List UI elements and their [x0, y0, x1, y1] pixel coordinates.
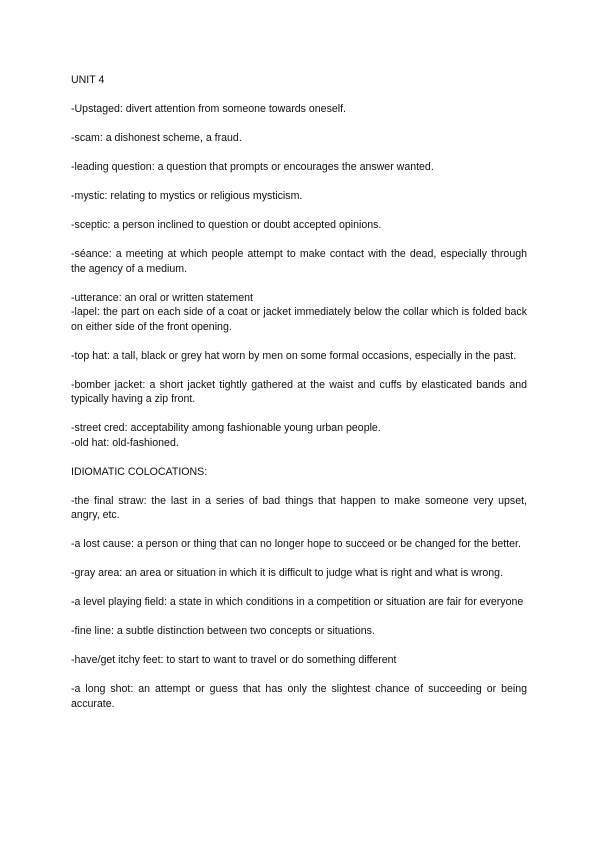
collocation-level-playing-field: -a level playing field: a state in which conditions in a competition or situation are fair for everyone: [71, 596, 524, 608]
collocation-gray-area: -gray area: an area or situation in which it is difficult to judge what is right and what is wrong.: [71, 567, 504, 579]
vocab-entry-seance: -séance: a meeting at which people attempt to make contact with the dead, especially through the agency of a medium.: [71, 248, 527, 275]
vocab-entry-top-hat: -top hat: a tall, black or grey hat worn by men on some formal occasions, especially in the past.: [71, 349, 517, 362]
collocation-lost-cause: -a lost cause: a person or thing that can no longer hope to succeed or be changed for the better.: [71, 538, 521, 550]
vocab-entry-street-cred: -street cred: acceptability among fashionable young urban people.: [71, 422, 381, 434]
vocab-entry-upstaged: -Upstaged: divert attention from someone towards oneself.: [71, 103, 346, 115]
vocab-entry-leading-question: -leading question: a question that prompts or encourages the answer wanted.: [71, 161, 434, 173]
document-page: [71, 73, 527, 711]
vocab-entry-old-hat: -old hat: old-fashioned.: [71, 436, 179, 449]
collocation-long-shot: -a long shot: an attempt or guess that has only the slightest chance of succeeding or being accurate.: [71, 683, 527, 710]
vocab-entry-scam: -scam: a dishonest scheme, a fraud.: [71, 132, 242, 144]
vocab-entry-lapel: -lapel: the part on each side of a coat or jacket immediately below the collar which is folded back on either side of the front opening.: [71, 306, 527, 333]
vocab-entry-sceptic: -sceptic: a person inclined to question or doubt accepted opinions.: [71, 219, 382, 231]
vocab-entry-utterance: -utterance: an oral or written statement: [71, 291, 253, 304]
collocation-final-straw: -the final straw: the last in a series of bad things that happen to make someone very upset, angry, etc.: [71, 494, 527, 521]
collocation-itchy-feet: -have/get itchy feet: to start to want to travel or do something different: [71, 654, 397, 666]
collocation-fine-line: -fine line: a subtle distinction between two concepts or situations.: [71, 625, 375, 637]
unit-title: UNIT 4: [71, 74, 105, 86]
vocab-entry-bomber-jacket: -bomber jacket: a short jacket tightly gathered at the waist and cuffs by elasticated bands and typically having a zip front.: [71, 378, 527, 405]
collocations-heading: IDIOMATIC COLOCATIONS:: [71, 465, 208, 478]
vocab-entry-mystic: -mystic: relating to mystics or religious mysticism.: [71, 190, 303, 202]
